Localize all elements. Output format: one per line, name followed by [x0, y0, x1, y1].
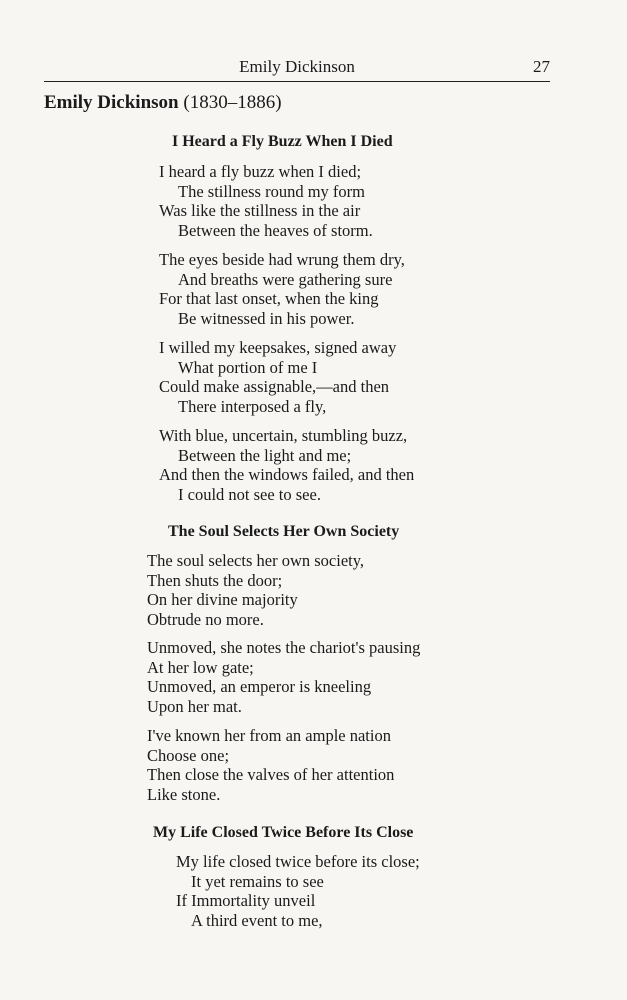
- poem-line: Like stone.: [147, 784, 221, 804]
- poem-line: Be witnessed in his power.: [178, 308, 355, 328]
- poem-title: My Life Closed Twice Before Its Close: [153, 824, 414, 841]
- poem-line: Obtrude no more.: [147, 609, 264, 629]
- poem-line: Choose one;: [147, 745, 230, 765]
- poem-title: I Heard a Fly Buzz When I Died: [172, 133, 393, 150]
- running-header: [44, 57, 550, 82]
- stanza: [176, 852, 420, 930]
- poem-line: At her low gate;: [147, 657, 254, 677]
- poem-line: A third event to me,: [191, 910, 323, 930]
- poem-line: The stillness round my form: [178, 181, 365, 201]
- poem-line: Was like the stillness in the air: [159, 201, 361, 220]
- poem-line: With blue, uncertain, stumbling buzz,: [159, 426, 408, 445]
- poem-line: Then shuts the door;: [147, 570, 283, 590]
- stanza: [159, 338, 396, 416]
- stanza: [159, 426, 414, 504]
- poem-line: And then the windows failed, and then: [159, 465, 415, 484]
- poem-line: If Immortality unveil: [176, 891, 316, 910]
- poem-line: For that last onset, when the king: [159, 289, 379, 308]
- poem-line: My life closed twice before its close;: [176, 852, 420, 871]
- poem-line: I could not see to see.: [178, 484, 321, 504]
- poem-line: Unmoved, an emperor is kneeling: [147, 677, 372, 696]
- poem-line: What portion of me I: [178, 357, 318, 377]
- poem-line: I've known her from an ample nation: [147, 726, 391, 745]
- poem-title: The Soul Selects Her Own Society: [168, 523, 400, 540]
- poem-line: On her divine majority: [147, 590, 298, 609]
- poem-line: Then close the valves of her attention: [147, 765, 395, 784]
- stanza: [159, 162, 373, 240]
- stanza: [159, 250, 405, 328]
- poem-line: I willed my keepsakes, signed away: [159, 338, 397, 357]
- poem-line: Between the heaves of storm.: [178, 220, 373, 240]
- poem-line: Unmoved, she notes the chariot's pausing: [147, 638, 421, 657]
- poem-line: And breaths were gathering sure: [178, 269, 393, 289]
- author-dates: (1830–1886): [183, 92, 282, 113]
- poem-line: Could make assignable,—and then: [159, 377, 390, 396]
- author-heading: [44, 92, 282, 114]
- poem-line: Upon her mat.: [147, 696, 242, 716]
- poem-line: It yet remains to see: [191, 871, 324, 891]
- poem-line: The soul selects her own society,: [147, 551, 365, 570]
- stanza: [147, 638, 420, 716]
- poem-line: Between the light and me;: [178, 445, 352, 465]
- poem-line: There interposed a fly,: [178, 396, 327, 416]
- stanza: [147, 726, 394, 804]
- author-name: Emily Dickinson: [44, 92, 179, 113]
- poem-line: I heard a fly buzz when I died;: [159, 162, 362, 181]
- poem-line: The eyes beside had wrung them dry,: [159, 250, 405, 269]
- running-title: Emily Dickinson: [239, 57, 355, 76]
- page-number: 27: [533, 57, 550, 76]
- stanza: [147, 551, 364, 629]
